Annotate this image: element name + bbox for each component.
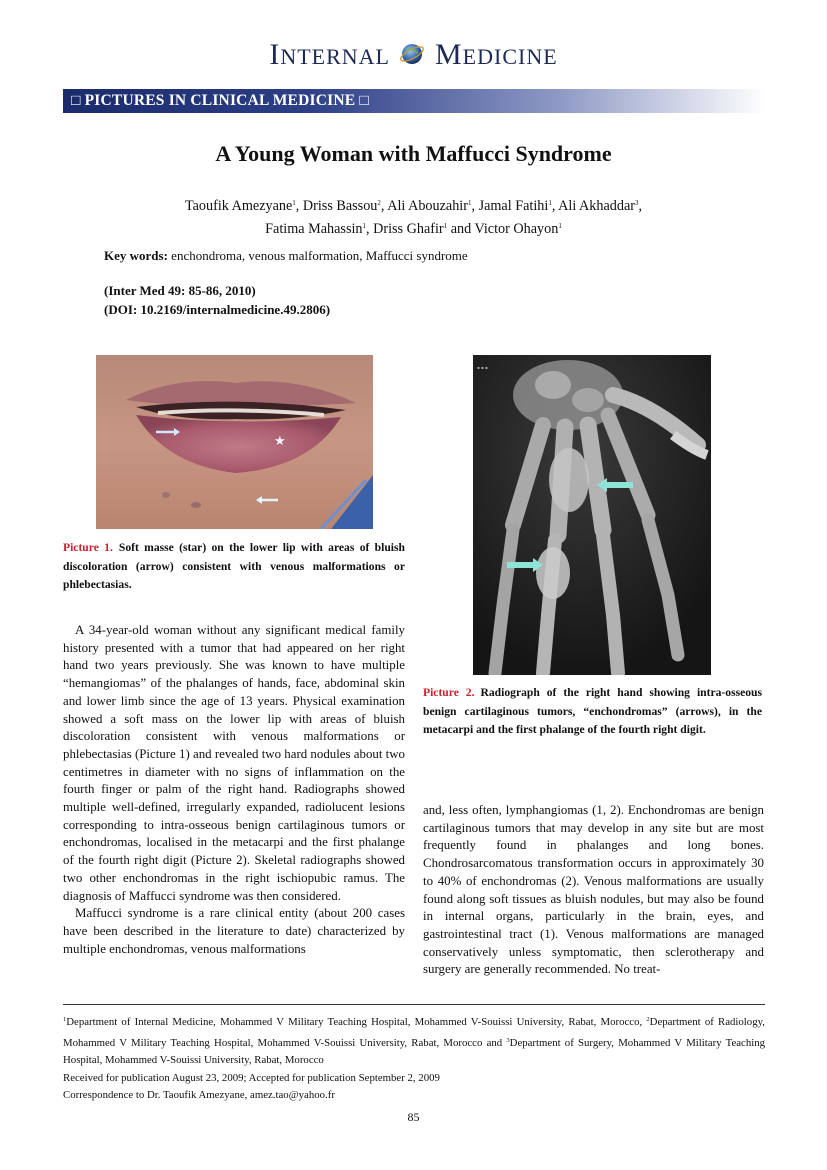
svg-text:▪ ▪ ▪: ▪ ▪ ▪ — [477, 365, 488, 370]
author-name: Ali Abouzahir — [387, 198, 468, 214]
affiliations: $^1$Department of Internal Medicine, Mohammed V Military Teaching Hospital, Mohammed V-Souissi University, Rabat, Morocco, $^2$Department of Radiology, Mohammed V Military Teaching Hospital, Mohammed V-Souissi University, Rabat, Morocco and $^3$Department of Surgery, Mohammed V Military Teaching Hospital, Mohammed V-Souissi University, Rabat, Morocco — [63, 1016, 766, 1066]
picture-1-caption-text: Soft masse (star) on the lower lip with areas of bluish discoloration (arrow) consistent with venous malformations or phlebectasias. — [63, 541, 405, 591]
author-affiliation-mark: 1 — [443, 222, 448, 230]
article-title: A Young Woman with Maffucci Syndrome — [215, 141, 612, 166]
correspondence: Correspondence to Dr. Taoufik Amezyane, amez.tao@yahoo.fr — [63, 1089, 335, 1101]
picture-1-lip-photo — [96, 355, 373, 529]
picture-2-caption-text: Radiograph of the right hand showing intra-osseous benign cartilaginous tumors, “enchondromas” (arrows), in the metacarpi and the first phalange of the fourth right digit. — [423, 686, 762, 736]
keywords-text: enchondroma, venous malformation, Maffucci syndrome — [171, 248, 468, 263]
author-affiliation-mark: 1 — [548, 199, 552, 207]
author-line-1: Taoufik Amezyane$^1$, Driss Bassou$^2$, Ali Abouzahir$^1$, Jamal Fatihi$^1$, Ali Akhaddar$^3$, — [184, 198, 643, 214]
journal-title-part1: NTERNAL — [280, 44, 390, 69]
paragraph: Maffucci syndrome is a rare clinical entity (about 200 cases have been described in the literature to date) characterized by multiple enchondromas, venous malformations — [63, 906, 405, 956]
picture-2-hand-radiograph — [473, 355, 711, 675]
author-affiliation-mark: 1 — [558, 222, 562, 230]
author-affiliation-mark: 3 — [634, 199, 639, 207]
citation — [104, 283, 256, 299]
doi-text: (DOI: 10.2169/internalmedicine.49.2806) — [104, 302, 331, 317]
journal-title-part2: EDICINE — [462, 44, 558, 69]
body-right-column — [423, 802, 764, 979]
globe-logo-icon — [399, 41, 425, 67]
journal-header — [0, 38, 827, 72]
picture-1-caption — [63, 539, 405, 595]
footnote-divider — [63, 1004, 765, 1005]
journal-title-initial-m: M — [434, 38, 463, 71]
author-name: Victor Ohayon — [474, 221, 559, 237]
keywords-label: Key words: — [104, 248, 168, 263]
author-name: Taoufik Amezyane — [184, 198, 293, 214]
author-list — [100, 193, 727, 239]
picture-2-label: Picture 2. — [423, 686, 475, 699]
page-number: 85 — [407, 1110, 420, 1124]
picture-2-caption — [423, 684, 762, 740]
author-name: Ali Akhaddar — [558, 198, 635, 214]
section-banner: □ PICTURES IN CLINICAL MEDICINE □ — [63, 89, 765, 113]
author-affiliation-mark: 1 — [362, 222, 367, 230]
paragraph: A 34-year-old woman without any significant medical family history presented with a tumor that had appeared on her right hand two years previously. She was known to have multiple “hemangiomas” of the phalanges of hands, face, abdominal skin and lower limb since the age of 13 years. Physical examination showed a soft mass on the lower lip with areas of bluish discoloration consistent with venous malformations or phlebectasias (Picture 1) and revealed two hard nodules about two centimetres in diameter with no signs of inflammation on the fourth finger or palm of the right hand. Radiographs showed multiple well-defined, irregularly expanded, radiolucent lesions corresponding to intra-osseous benign cartilaginous tumors or enchondromas, localised in the metacarpi and the first phalange of the fourth right digit (Picture 2). Skeletal radiographs showed two other enchondromas in the right ischiopubic ramus. The diagnosis of Maffucci syndrome was then considered. — [63, 623, 405, 903]
keywords — [104, 248, 468, 264]
picture-1-label: Picture 1. — [63, 541, 113, 554]
body-left-column — [63, 622, 405, 958]
author-name: Driss Bassou — [302, 198, 378, 214]
author-name: Jamal Fatihi — [478, 198, 549, 214]
received-dates: Received for publication August 23, 2009; Accepted for publication September 2, 2009 — [63, 1071, 440, 1084]
footnotes — [63, 1011, 765, 1105]
author-line-2: Fatima Mahassin$^1$, Driss Ghafir$^1$ and Victor Ohayon$^1$ — [265, 221, 562, 237]
author-affiliation-mark: 2 — [377, 199, 381, 207]
author-affiliation-mark: 1 — [467, 199, 472, 207]
paragraph: and, less often, lymphangiomas (1, 2). Enchondromas are benign cartilaginous tumors that may develop in any site but are most frequently found in phalanges and long bones. Chondrosarcomatous transformation occurs in approximately 30 to 40% of enchondromas (2). Venous malformations are usually found along soft tissues as bluish nodules, but may also be found in internal organs, particularly in the brain, eyes, and gastrointestinal tract (1). Venous malformations are managed conservatively unless symptomatic, then sclerotherapy and surgery are generally recommended. No treat- — [423, 803, 764, 977]
citation-text: (Inter Med 49: 85-86, 2010) — [104, 283, 256, 298]
author-affiliation-mark: 1 — [292, 199, 296, 207]
author-name: Driss Ghafir — [373, 221, 444, 237]
svg-text:★: ★ — [274, 434, 286, 449]
author-name: Fatima Mahassin — [265, 221, 363, 237]
doi — [104, 302, 330, 318]
journal-title-initial-i: I — [269, 38, 281, 71]
